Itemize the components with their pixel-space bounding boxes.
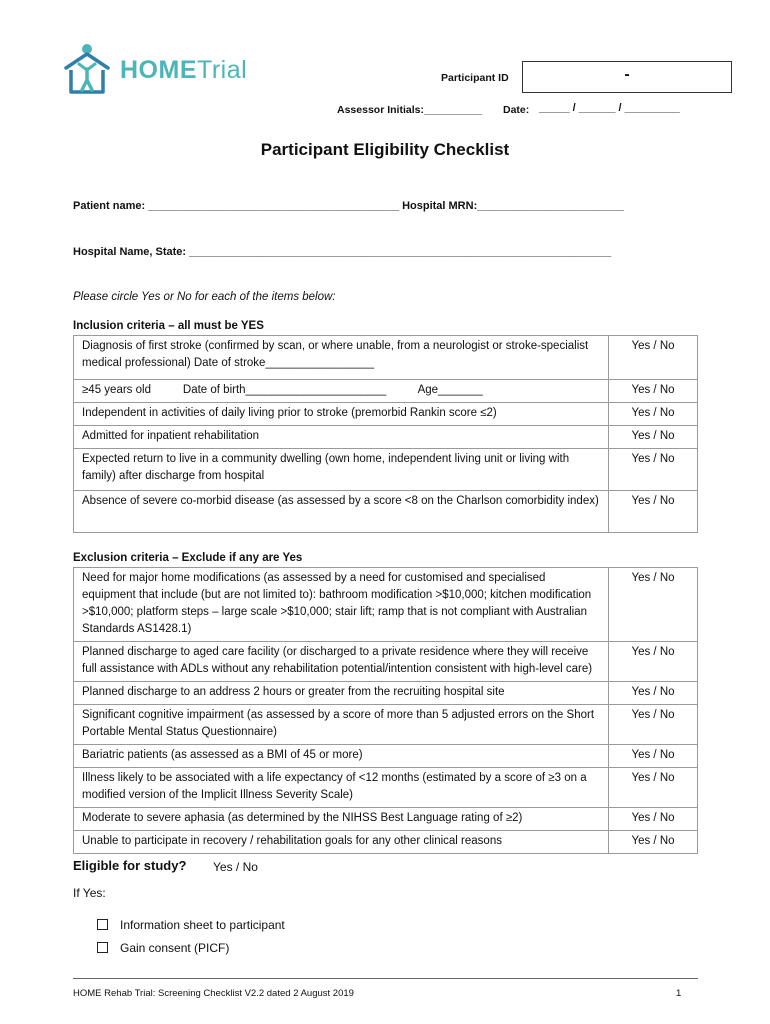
house-person-icon (62, 42, 118, 96)
criterion-text: Need for major home modifications (as assessed by a need for customised and specialised equipment that include (but are not limited to): bathroom modification >$10,000; kitchen modification >$10,000; platform steps – large scale >$10,000; stair lift; ramp that is not compliant with Australian Standards AS1428.1) (74, 568, 609, 642)
checklist-label: Gain consent (PICF) (120, 941, 230, 955)
criterion-text: ≥45 years old Date of birth______________________ Age_______ (74, 380, 609, 403)
participant-id-field[interactable]: - (522, 61, 732, 93)
if-yes-label: If Yes: (73, 886, 106, 900)
exclusion-table (73, 567, 698, 854)
table-row (74, 403, 698, 426)
table-row (74, 642, 698, 682)
table-row (74, 705, 698, 745)
logo-wordmark: HOMETrial (120, 56, 248, 84)
yes-no-choice[interactable]: Yes / No (609, 745, 698, 768)
criterion-text: Planned discharge to aged care facility (or discharged to a private residence where they will receive full assistance with ADLs without any rehabilitation potential/intention consistent with high-level care) (74, 642, 609, 682)
table-row (74, 745, 698, 768)
table-row (74, 808, 698, 831)
criterion-text: Bariatric patients (as assessed as a BMI of 45 or more) (74, 745, 609, 768)
criterion-text: Moderate to severe aphasia (as determined by the NIHSS Best Language rating of ≥2) (74, 808, 609, 831)
checklist-item-information-sheet[interactable] (97, 918, 285, 932)
assessor-initials-field[interactable]: Assessor Initials:__________ (337, 104, 483, 116)
yes-no-choice[interactable]: Yes / No (609, 808, 698, 831)
participant-id-label: Participant ID (441, 72, 509, 84)
criterion-text: Significant cognitive impairment (as assessed by a score of more than 5 adjusted errors on the Short Portable Mental Status Questionnaire) (74, 705, 609, 745)
yes-no-choice[interactable]: Yes / No (609, 403, 698, 426)
table-row (74, 491, 698, 533)
criterion-text: Independent in activities of daily living prior to stroke (premorbid Rankin score ≤2) (74, 403, 609, 426)
eligible-yes-no-choice[interactable]: Yes / No (213, 860, 258, 874)
criterion-text: Admitted for inpatient rehabilitation (74, 426, 609, 449)
yes-no-choice[interactable]: Yes / No (609, 768, 698, 808)
yes-no-choice[interactable]: Yes / No (609, 449, 698, 491)
criterion-text: Planned discharge to an address 2 hours or greater from the recruiting hospital site (74, 682, 609, 705)
table-row (74, 831, 698, 854)
yes-no-choice[interactable]: Yes / No (609, 568, 698, 642)
exclusion-heading: Exclusion criteria – Exclude if any are Yes (73, 552, 303, 564)
hospital-name-field[interactable]: Hospital Name, State: _____________________________________________________________________ (73, 246, 612, 258)
checkbox[interactable] (97, 919, 108, 930)
patient-name-mrn-field[interactable]: Patient name: _________________________________________ Hospital MRN:________________________ (73, 200, 625, 212)
yes-no-choice[interactable]: Yes / No (609, 642, 698, 682)
home-trial-logo (62, 42, 262, 96)
criterion-text: Expected return to live in a community dwelling (own home, independent living unit or living with family) after discharge from hospital (74, 449, 609, 491)
criterion-text: Absence of severe co-morbid disease (as assessed by a score <8 on the Charlson comorbidity index) (74, 491, 609, 533)
inclusion-heading: Inclusion criteria – all must be YES (73, 320, 264, 332)
page-title: Participant Eligibility Checklist (260, 140, 510, 159)
date-field[interactable]: _____ / ______ / _________ (539, 102, 680, 114)
checklist-item-consent[interactable] (97, 941, 229, 955)
date-label: Date: (503, 104, 530, 116)
criterion-text: Diagnosis of first stroke (confirmed by scan, or where unable, from a neurologist or stroke-specialist medical professional) Date of stroke_________________ (74, 336, 609, 380)
yes-no-choice[interactable]: Yes / No (609, 705, 698, 745)
table-row (74, 568, 698, 642)
table-row (74, 336, 698, 380)
page-number: 1 (676, 988, 682, 999)
checkbox[interactable] (97, 942, 108, 953)
yes-no-choice[interactable]: Yes / No (609, 682, 698, 705)
criterion-text: Unable to participate in recovery / rehabilitation goals for any other clinical reasons (74, 831, 609, 854)
inclusion-table (73, 335, 698, 533)
table-row (74, 682, 698, 705)
instruction-text: Please circle Yes or No for each of the items below: (73, 291, 336, 303)
table-row (74, 768, 698, 808)
footer-text: HOME Rehab Trial: Screening Checklist V2.2 dated 2 August 2019 (73, 988, 354, 999)
table-row (74, 380, 698, 403)
criterion-text: Illness likely to be associated with a life expectancy of <12 months (estimated by a score of ≥3 on a modified version of the Implicit Illness Severity Scale) (74, 768, 609, 808)
yes-no-choice[interactable]: Yes / No (609, 426, 698, 449)
table-row (74, 449, 698, 491)
yes-no-choice[interactable]: Yes / No (609, 336, 698, 380)
yes-no-choice[interactable]: Yes / No (609, 380, 698, 403)
footer-divider (73, 978, 698, 979)
yes-no-choice[interactable]: Yes / No (609, 491, 698, 533)
eligible-label: Eligible for study? (73, 858, 187, 873)
yes-no-choice[interactable]: Yes / No (609, 831, 698, 854)
checklist-label: Information sheet to participant (120, 918, 285, 932)
table-row (74, 426, 698, 449)
